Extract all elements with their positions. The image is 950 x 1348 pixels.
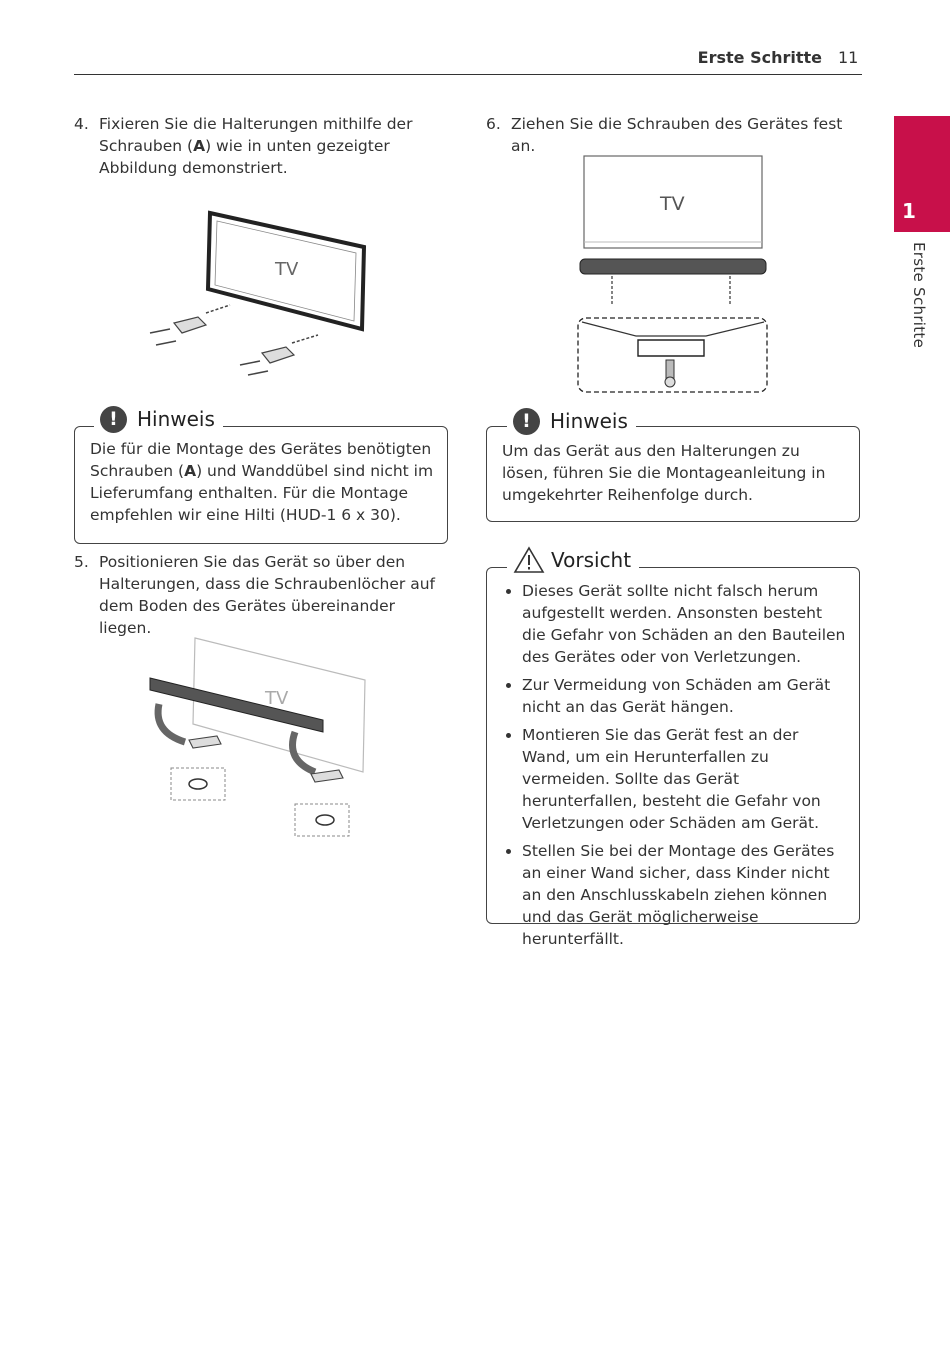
- caution-list: [502, 580, 847, 950]
- soundbar-placement-figure: [145, 632, 370, 842]
- note-title: Hinweis: [550, 409, 628, 433]
- exclamation-icon: !: [100, 406, 127, 433]
- exclamation-icon: !: [513, 408, 540, 435]
- header-divider: [74, 74, 862, 75]
- note-text: Die für die Montage des Gerätes benötigten Schrauben (A) und Wanddübel sind nicht im Lieferumfang enthalten. Für die Montage empfehlen wir eine Hilti (HUD-1 6 x 30).: [90, 440, 434, 524]
- note-header: [507, 406, 636, 436]
- screw-tightening-figure: [576, 152, 771, 397]
- step-number: 6.: [486, 115, 501, 133]
- tv-label: TV: [660, 193, 685, 215]
- step-text: Fixieren Sie die Halterungen mithilfe der Schrauben (A) wie in unten gezeigter Abbildung demonstriert.: [99, 115, 413, 177]
- caution-list-container: [502, 580, 847, 956]
- step-4: [74, 113, 449, 179]
- caution-item: Dieses Gerät sollte nicht falsch herum aufgestellt werden. Ansonsten besteht die Gefahr von Schäden an den Bauteilen des Gerätes oder von Verletzungen.: [502, 580, 847, 668]
- chapter-number: 1: [902, 199, 916, 223]
- note-header: [94, 404, 223, 434]
- page-number: 11: [838, 48, 859, 67]
- note-title: Hinweis: [137, 407, 215, 431]
- tv-label: TV: [275, 259, 299, 280]
- step-text: Ziehen Sie die Schrauben des Gerätes fest an.: [511, 115, 843, 155]
- warning-triangle-icon: [513, 546, 545, 574]
- note-text: Um das Gerät aus den Halterungen zu lösen, führen Sie die Montageanleitung in umgekehrter Reihenfolge durch.: [502, 442, 826, 504]
- step-5: [74, 551, 449, 639]
- caution-header: [507, 545, 639, 575]
- chapter-label: Erste Schritte: [910, 242, 928, 349]
- tv-label: TV: [265, 688, 289, 709]
- page-section-title: Erste Schritte: [697, 48, 822, 67]
- caution-title: Vorsicht: [551, 548, 632, 572]
- step-number: 5.: [74, 553, 89, 571]
- bracket-mounting-figure: [140, 205, 380, 380]
- caution-item: Montieren Sie das Gerät fest an der Wand, um ein Herunterfallen zu vermeiden. Sollte das Gerät herunterfallen, besteht die Gefahr von Verletzungen oder Schäden am Gerät.: [502, 724, 847, 834]
- step-text: Positionieren Sie das Gerät so über den Halterungen, dass die Schraubenlöcher auf dem Boden des Gerätes übereinander liegen.: [99, 553, 435, 637]
- caution-item: Stellen Sie bei der Montage des Gerätes an einer Wand sicher, dass Kinder nicht an den Anschlusskabeln ziehen können und das Gerät möglicherweise herunterfällt.: [502, 840, 847, 950]
- step-number: 4.: [74, 115, 89, 133]
- caution-item: Zur Vermeidung von Schäden am Gerät nicht an das Gerät hängen.: [502, 674, 847, 718]
- step-6: [486, 113, 861, 157]
